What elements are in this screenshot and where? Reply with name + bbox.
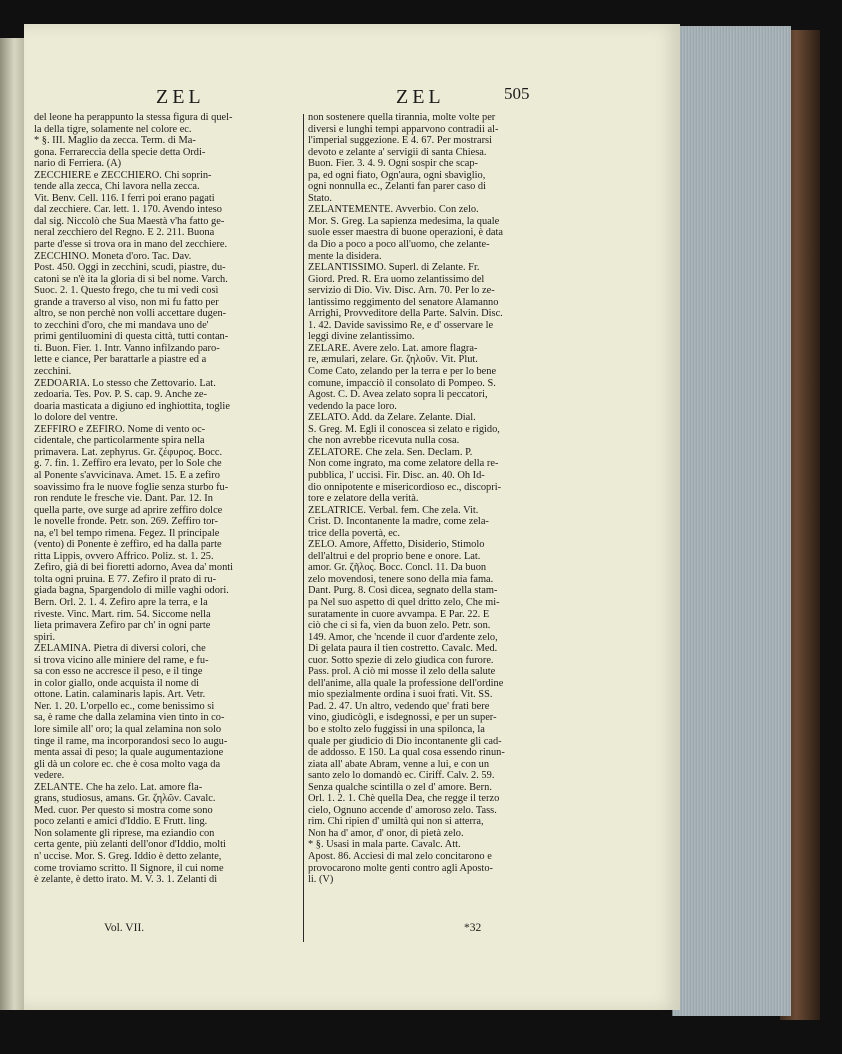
text-line: ciò che ci si fa, vien da buon zelo. Petr. son.: [308, 620, 491, 632]
text-line: poco zelanti e amici d'Iddio. E Frutt. ling.: [34, 816, 208, 828]
text-line: zelo movendosi, tenere sono della mia fama.: [308, 573, 494, 585]
text-line: cidentale, che particolarmente spira nella: [34, 435, 205, 447]
text-line: al Ponente s'avvicinava. Amet. 15. E a zefiro: [34, 469, 220, 481]
text-line: devoto e zelante a' servigii di santa Chiesa.: [308, 146, 487, 158]
text-line: non sostenere quella tirannia, molte volte per: [308, 112, 496, 123]
text-line: neral zecchiero del Regno. E 2. 211. Buona: [34, 227, 215, 239]
text-line: Di gelata paura il tien costretto. Cavalc. Med.: [308, 643, 498, 655]
signature-mark: *32: [464, 922, 482, 934]
text-line: Zefiro, già di bei fioretti adorno, Avea da' monti: [34, 562, 234, 574]
text-line: bo e stolto zelo fuggissi in una spilonca, la: [308, 723, 485, 735]
text-line: Bern. Orl. 2. 1. 4. Zefiro apre la terra, e la: [34, 596, 208, 608]
text-line: Non ha d' amor, d' onor, di pietà zelo.: [308, 827, 464, 839]
text-line: mente la disidera.: [308, 250, 382, 262]
text-line: zedoaria. Tes. Pov. P. S. cap. 9. Anche ze-: [34, 389, 207, 401]
text-line: gona. Ferrareccia della specie detta Ordi-: [34, 146, 206, 158]
text-line: ZECCHIERE e ZECCHIERO. Chi soprin-: [34, 169, 212, 181]
right-column: [308, 112, 570, 886]
text-line: dal zecchiere. Car. lett. 1. 170. Avendo inteso: [34, 204, 222, 216]
text-line: menta assai di peso; la quale augumentazione: [34, 747, 224, 759]
text-line: pubblica, l' uccisi. Fir. Disc. an. 40. Oh Id-: [308, 469, 485, 481]
text-line: ZEDOARIA. Lo stesso che Zettovario. Lat.: [34, 377, 216, 389]
text-line: ZELATO. Add. da Zelare. Zelante. Dial.: [308, 412, 476, 424]
text-line: si trova vicino alle miniere del rame, e fu-: [34, 654, 209, 666]
text-line: cuor. Sotto spezie di zelo giudica con furore.: [308, 654, 494, 666]
text-line: Apost. 86. Acciesi di mal zelo concitarono e: [308, 851, 492, 862]
text-line: tende alla zecca, Chi lavora nella zecca.: [34, 181, 200, 193]
text-line: na, e'l bel tempo rimena. Fegez. Il principale: [34, 527, 220, 539]
text-line: rim. Chi ripien d' umiltà qui non si atterra,: [308, 816, 484, 828]
text-line: Dant. Purg. 8. Così dicea, segnato della stam-: [308, 585, 498, 597]
text-line: g. 7. fin. 1. Zeffiro era levato, per lo Sole che: [34, 458, 222, 470]
text-line: pa, ed ogni fiato, Ogn'aura, ogni sbaviglio,: [308, 169, 486, 181]
text-line: S. Greg. M. Egli il conoscea sì zelato e rigido,: [308, 423, 500, 435]
text-line: è zelante, è detto irato. M. V. 3. 1. Zelanti di: [34, 874, 218, 886]
text-line: in color giallo, onde acquista il nome di: [34, 677, 200, 689]
text-line: lo dolore del ventre.: [34, 412, 118, 424]
text-line: diversi e lunghi tempi apparvono contradii al-: [308, 123, 499, 135]
text-line: Buon. Fier. 3. 4. 9. Ogni sospir che scap-: [308, 158, 478, 170]
text-line: parte d'esse si trova ora in mano del zecchiere.: [34, 239, 228, 251]
text-line: Non come ingrato, ma come zelatore della re-: [308, 458, 499, 470]
text-line: vedendo la pace loro.: [308, 400, 397, 412]
text-line: ZELAMINA. Pietra di diversi colori, che: [34, 643, 206, 655]
text-line: de addosso. E 150. La qual cosa essendo rinun-: [308, 747, 505, 759]
text-line: tinge il rame, ma incorporandosi seco lo augu-: [34, 735, 228, 747]
text-line: ZELANTEMENTE. Avverbio. Con zelo.: [308, 204, 479, 216]
text-line: Vit. Benv. Cell. 116. I ferri poi erano pagati: [34, 192, 215, 204]
text-line: lette e ciance, Per barattarle a piastre ed a: [34, 354, 207, 366]
text-line: ogni nonnulla ec., Zelanti fan parer caso di: [308, 181, 487, 193]
text-line: dell'altrui e del proprio bene e onore. Lat.: [308, 550, 481, 562]
book-page: [24, 24, 680, 1010]
text-line: dell'anime, alla quale la professione dell'ordine: [308, 677, 504, 689]
text-line: 149. Amor, che 'ncende il cuor d'ardente zelo,: [308, 631, 498, 643]
text-line: zecchini.: [34, 366, 72, 378]
text-line: del leone ha perappunto la stessa figura di quel-: [34, 112, 233, 123]
volume-label: Vol. VII.: [104, 922, 145, 934]
text-line: gli dà un colore ec. che è cosa molto vaga da: [34, 758, 221, 770]
text-line: riveste. Vinc. Mart. rim. 54. Siccome nella: [34, 608, 211, 620]
text-line: la della tigre, solamente nel colore ec.: [34, 123, 192, 135]
left-running-head: ZEL: [156, 86, 205, 108]
text-line: l'imperial suggezione. E 4. 67. Per mostrarsi: [308, 135, 492, 147]
text-line: Agost. C. D. Avea zelato sopra li peccatori,: [308, 389, 488, 401]
text-line: pa Nel suo aspetto di quel dritto zelo, Che mi-: [308, 596, 500, 608]
text-line: ZEFFIRO e ZEFIRO. Nome di vento oc-: [34, 423, 206, 435]
text-line: grande a traverso al viso, non mi fu fatto per: [34, 296, 219, 308]
text-line: suratamente in cuore avvampa. E Par. 22. E: [308, 608, 490, 620]
text-line: altro, se non perchè non volli accettare dugen-: [34, 308, 227, 320]
text-line: sa, è rame che dalla zelamina vien tinto in co-: [34, 712, 225, 724]
text-line: Crist. D. Incontanente la madre, come zela-: [308, 516, 489, 528]
text-line: grans, studiosus, amans. Gr. ζηλῶν. Cavalc.: [34, 793, 216, 805]
text-line: suole esser maestra di buone operazioni, è data: [308, 227, 504, 239]
text-line: Med. cuor. Per questo si mostra come sono: [34, 804, 213, 816]
text-line: * §. III. Maglio da zecca. Term. di Ma-: [34, 135, 196, 147]
text-line: certa gente, più zelanti dell'onor d'Iddio, molti: [34, 839, 226, 851]
text-line: ti. Buon. Fier. 1. Intr. Vanno infilzando paro-: [34, 342, 220, 354]
text-line: primi gentiluomini di questa città, tutti contan-: [34, 331, 229, 343]
text-line: Post. 450. Oggi in zecchini, scudi, piastre, du-: [34, 262, 226, 274]
right-running-head: ZEL: [396, 86, 445, 108]
text-line: spiri.: [34, 631, 56, 643]
text-line: ottone. Latin. calaminaris lapis. Art. Vetr.: [34, 689, 206, 701]
text-line: ZECCHINO. Moneta d'oro. Tac. Dav.: [34, 250, 192, 262]
text-line: ZELANTE. Che ha zelo. Lat. amore fla-: [34, 781, 203, 793]
text-line: doaria masticata a digiuno ed inghiottita, toglie: [34, 400, 230, 412]
text-line: nario di Ferriera. (A): [34, 158, 122, 170]
text-line: ritta Lippis, ovvero Affrico. Poliz. st. 1. 25.: [34, 550, 214, 562]
text-line: provocarono molte genti contro agli Aposto-: [308, 862, 493, 874]
text-line: re, æmulari, zelare. Gr. ζηλοῦν. Vit. Plut.: [308, 354, 478, 366]
text-line: Orl. 1. 2. 1. Chè quella Dea, che regge il terzo: [308, 793, 500, 805]
text-line: primavera. Lat. zephyrus. Gr. ζέφυρος. Bocc.: [34, 446, 223, 458]
text-line: ZELO. Amore, Affetto, Disiderio, Stimolo: [308, 539, 485, 551]
text-line: ZELANTISSIMO. Superl. di Zelante. Fr.: [308, 262, 480, 274]
text-line: n' uccise. Mor. S. Greg. Iddio è detto zelante,: [34, 851, 222, 862]
text-line: quale per giudicio di Dio incontanente gli cad-: [308, 735, 502, 747]
text-line: Suoc. 2. 1. Questo frego, che tu mi vedi così: [34, 285, 219, 297]
text-line: le novelle fronde. Petr. son. 269. Zeffiro tor-: [34, 516, 218, 528]
text-line: servizio di Dio. Viv. Disc. Arn. 70. Per lo ze-: [308, 285, 495, 297]
text-line: vedere.: [34, 770, 65, 782]
text-line: lantissimo reggimento del senatore Alamanno: [308, 296, 499, 308]
text-line: sa con esso ne accresce il peso, e il tinge: [34, 666, 203, 678]
text-line: Non solamente gli riprese, ma eziandio con: [34, 827, 215, 839]
text-line: Mor. S. Greg. La sapienza medesima, la quale: [308, 215, 500, 227]
text-line: * §. Usasi in mala parte. Cavalc. Att.: [308, 839, 461, 851]
text-line: lore simile all' oro; la qual zelamina non solo: [34, 723, 222, 735]
text-line: leggi divine zelantissimo.: [308, 331, 415, 343]
text-line: cielo, Ognuno accende d' amoroso zelo. Tass.: [308, 804, 497, 816]
text-line: 1. 42. Davide savissimo Re, e d' osservare le: [308, 319, 494, 331]
text-line: ziata all' abate Abram, venne a lui, e con un: [308, 758, 490, 770]
text-line: da Dio a poco a poco all'uomo, che zelante-: [308, 239, 490, 251]
page-edges: [672, 26, 791, 1016]
text-line: Stato.: [308, 192, 332, 204]
page-number: 505: [504, 84, 530, 103]
text-line: ZELATORE. Che zela. Sen. Declam. P.: [308, 446, 473, 458]
left-column: [34, 112, 296, 886]
text-line: ZELARE. Avere zelo. Lat. amore flagra-: [308, 342, 478, 354]
text-line: tore e zelatore della verità.: [308, 493, 419, 505]
text-line: ron rendute le fresche vie. Dant. Par. 12. In: [34, 493, 213, 505]
text-line: trice della povertà, ec.: [308, 527, 401, 539]
text-line: giada bagna, Spargendolo di mille vaghi odori.: [34, 585, 229, 597]
text-line: Ner. 1. 20. L'orpello ec., come benissimo si: [34, 700, 215, 712]
text-line: (vento) di Ponente è zeffiro, ed ha dalla parte: [34, 539, 222, 551]
text-line: lieta primavera Zefiro par ch' in ogni parte: [34, 620, 211, 632]
text-line: comune, impacciò il consolato di Pompeo. S.: [308, 377, 496, 389]
text-line: dal sig. Niccolò che Sua Maestà v'ha fatto ge-: [34, 215, 225, 227]
text-line: Come Cato, zelando per la terra e per lo bene: [308, 366, 497, 378]
text-line: Pass. prol. A ciò mi mosse il zelo della salute: [308, 666, 496, 678]
text-line: dio onnipotente e misericordioso ec., discopri-: [308, 481, 502, 493]
text-line: Pad. 2. 47. Un altro, vedendo que' frati bere: [308, 700, 490, 712]
text-line: vino, giudicògli, e isdegnossi, e per un super-: [308, 712, 497, 724]
text-line: Senza qualche scintilla o zel d' amore. Bern.: [308, 781, 492, 793]
text-line: santo zelo lo domandò ec. Ciriff. Calv. 2. 59.: [308, 770, 495, 782]
previous-page-edge: [0, 38, 26, 1010]
text-line: catoni se n'è ita la gloria di sì bel nome. Varch.: [34, 273, 228, 285]
text-line: tolta ogni pruina. E 77. Zefiro il prato di ru-: [34, 573, 217, 585]
text-line: amor. Gr. ζῆλος. Bocc. Concl. 11. Da buon: [308, 562, 487, 574]
text-line: to zecchini d'oro, che mi mandava uno de': [34, 319, 209, 331]
text-line: che non avrebbe ricevuta nulla cosa.: [308, 435, 460, 447]
column-rule: [303, 114, 304, 942]
text-line: ZELATRICE. Verbal. fem. Che zela. Vit.: [308, 504, 479, 516]
text-line: li. (V): [308, 874, 334, 886]
text-line: Giord. Pred. R. Era uomo zelantissimo del: [308, 273, 485, 285]
text-line: come troviamo scritto. Il Signore, il cui nome: [34, 862, 224, 874]
text-line: mio spezialmente ordina i suoi frati. Vit. SS.: [308, 689, 493, 701]
text-line: Arrighi, Provveditore della Parte. Salvin. Disc.: [308, 308, 503, 320]
text-line: soavissimo fra le nuove foglie senza sturbo fu-: [34, 481, 229, 493]
text-line: quella parte, ove surge ad aprire zeffiro dolce: [34, 504, 223, 516]
